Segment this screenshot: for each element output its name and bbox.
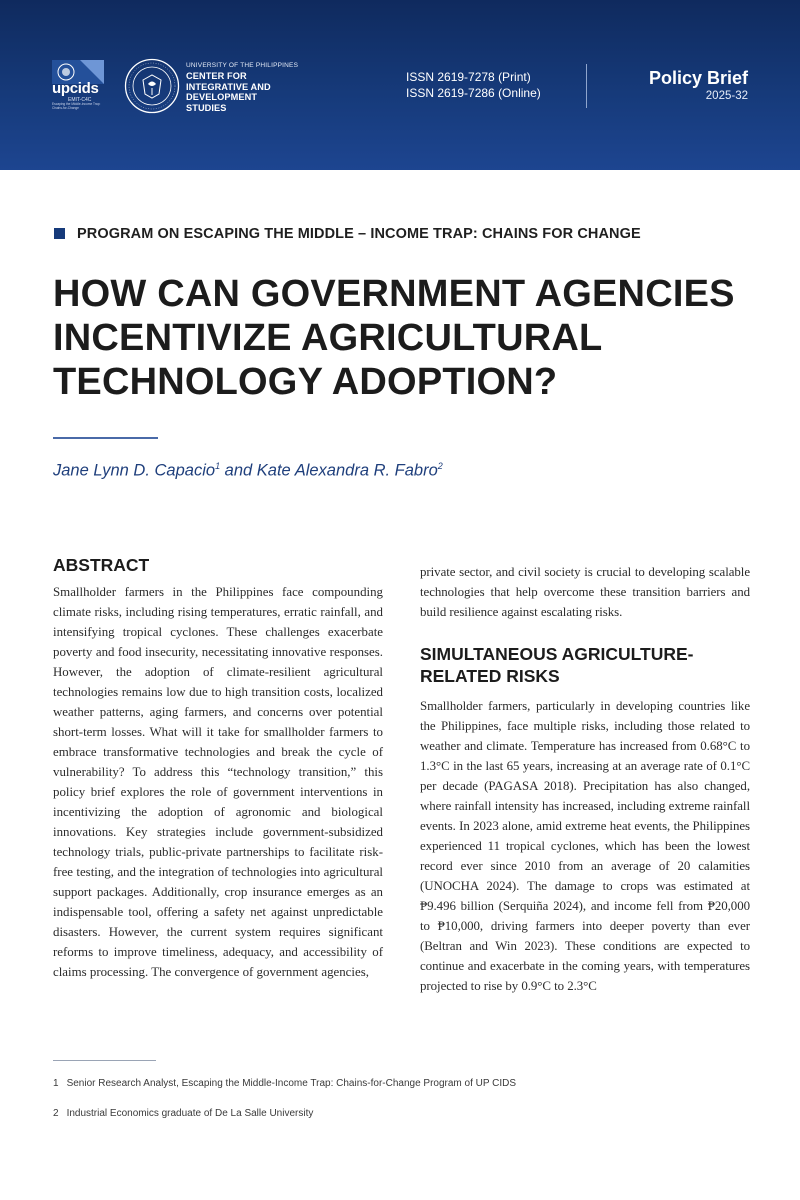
- header-divider: [586, 64, 587, 108]
- title-divider: [53, 437, 158, 439]
- footnote-2-text: Industrial Economics graduate of De La Salle University: [66, 1108, 314, 1119]
- issn-block: [406, 69, 541, 101]
- footnote-1-number: 1: [53, 1078, 59, 1089]
- abstract-text: Smallholder farmers in the Philippines face compounding climate risks, including rising temperatures, erratic rainfall, and intensifying tropical cyclones. These challenges exacerbate poverty and food insecurity, necessitating innovative responses. However, the adoption of climate-resilient agricultural technologies remains low due to high transition costs, localized weather patterns, aging farmers, and concerns over potential short-term losses. What will it take for smallholder farmers to embrace transformative technologies and break the cycle of vulnerability? To address this “technology transition,” this policy brief explores the role of government interventions in incentivizing the adoption of agronomic and biological innovations. Key strategies include government-subsidized technology trials, public-private partnerships to facilitate risk-free testing, and the integration of technologies into agricultural support packages. Additionally, crop insurance emerges as an indispensable tool, offering a safety net against unpredictable disasters. However, the current system requires significant reforms to improve timeliness, adequacy, and accessibility of claims processing. The convergence of government agencies,: [53, 585, 383, 979]
- header-band: [0, 0, 800, 170]
- page-title: HOW CAN GOVERNMENT AGENCIES INCENTIVIZE AGRICULTURAL TECHNOLOGY ADOPTION?: [53, 273, 735, 403]
- issn-print: ISSN 2619-7278 (Print): [406, 70, 531, 84]
- program-line: [54, 226, 641, 242]
- up-seal-icon: [124, 58, 180, 114]
- doc-number: 2025-32: [705, 90, 748, 102]
- footnote-mark-1: 1: [215, 461, 221, 471]
- center-name-line-2: INTEGRATIVE AND: [186, 81, 271, 92]
- center-name-line-4: STUDIES: [186, 102, 227, 113]
- upcids-wordmark: upcids: [52, 80, 99, 97]
- policy-brief-label: [649, 68, 748, 104]
- upcids-logo: [52, 60, 107, 114]
- abstract-heading: ABSTRACT: [53, 555, 150, 575]
- program-code: EMIT-C4C: [68, 97, 92, 103]
- author-2: Kate Alexandra R. Fabro: [256, 461, 438, 480]
- author-joiner: and: [220, 461, 257, 480]
- footnote-divider: [53, 1060, 156, 1061]
- program-name: PROGRAM ON ESCAPING THE MIDDLE – INCOME TRAP: CHAINS FOR CHANGE: [77, 226, 641, 242]
- abstract-column: [53, 554, 383, 982]
- issn-online: ISSN 2619-7286 (Online): [406, 86, 541, 100]
- center-name-line-3: DEVELOPMENT: [186, 92, 258, 102]
- university-name: UNIVERSITY OF THE PHILIPPINES: [186, 62, 299, 69]
- authors: [53, 461, 443, 481]
- doc-type: Policy Brief: [648, 68, 748, 88]
- square-bullet-icon: [54, 228, 65, 239]
- section-text: Smallholder farmers, particularly in developing countries like the Philippines, face multiple risks, including those related to weather and climate. Temperature has increased from 0.68°C to 1.3°C in the last 65 years, increasing at an average rate of 0.1°C per decade (PAGASA 2018). Precipitation has also changed, where rainfall intensity has increased, including extreme rainfall events. In 2023 alone, amid extreme heat events, the Philippines experienced 11 tropical cyclones, which has been the lowest record ever since 2010 from an average of 20 calamities (UNOCHA 2024). The damage to crops was estimated at ₱9.496 billion (Serquiña 2024), and income fell from ₱20,000 to ₱10,000, driving farmers into deeper poverty than ever (Beltran and Win 2023). These conditions are expected to continue and exacerbate in the coming years, with temperatures projected to rise by 0.9°C to 2.3°C: [420, 699, 750, 993]
- center-name: [186, 62, 298, 113]
- footnote-2-number: 2: [53, 1108, 59, 1119]
- footnote-1-text: Senior Research Analyst, Escaping the Middle-Income Trap: Chains-for-Change Program of UP CIDS: [66, 1078, 517, 1089]
- abstract-continuation: private sector, and civil society is crucial to developing scalable technologies that help overcome these transition barriers and build resilience against escalating risks.: [420, 565, 750, 619]
- right-column: [420, 562, 750, 996]
- footnote-1: [53, 1078, 516, 1089]
- center-name-line-1: CENTER FOR: [186, 71, 247, 81]
- author-1: Jane Lynn D. Capacio: [53, 461, 216, 480]
- footnote-mark-2: 2: [437, 461, 443, 471]
- footnote-2: [53, 1108, 313, 1119]
- program-tagline: Escaping the Middle-Income Trap: Chains-for-Change: [52, 102, 101, 110]
- section-heading: SIMULTANEOUS AGRICULTURE-RELATED RISKS: [420, 644, 694, 686]
